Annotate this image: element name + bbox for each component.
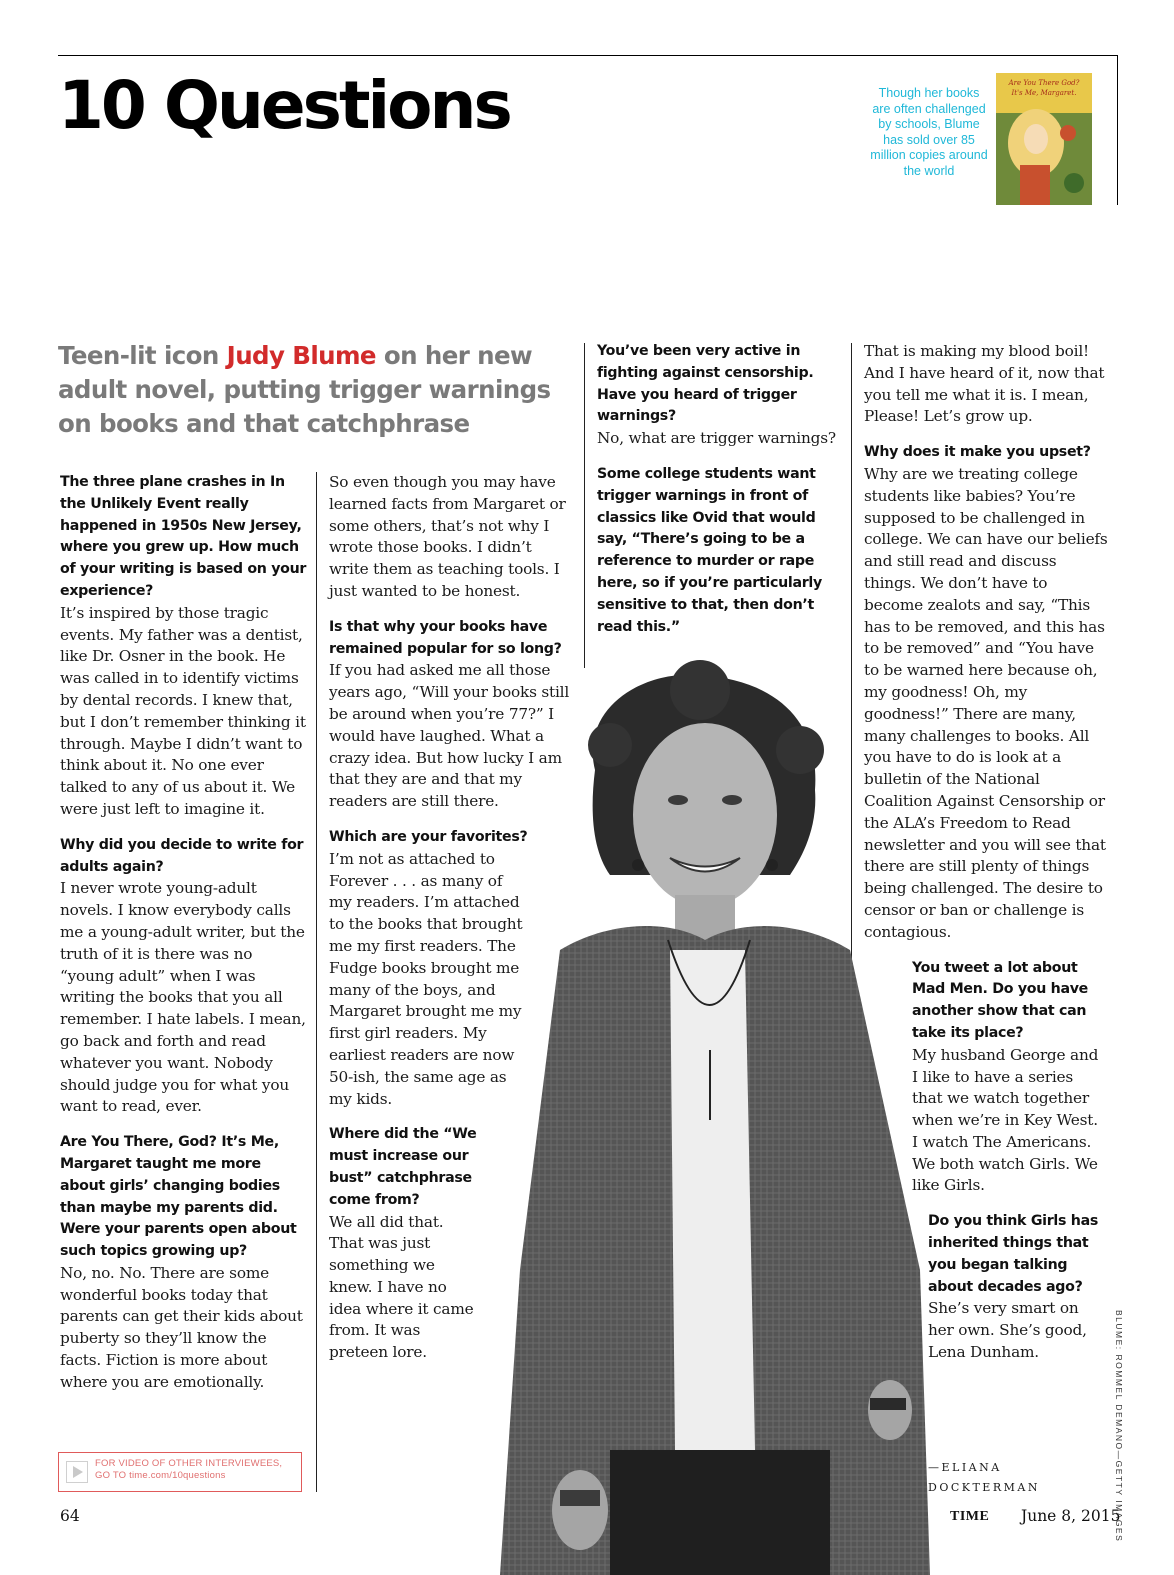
question-1: The three plane crashes in In the Unlikely Event really happened in 1950s New Jersey, where you grew up. How much of your writing is based on your experience? xyxy=(60,474,307,599)
column-3 xyxy=(597,341,842,652)
deck-name-highlight: Judy Blume xyxy=(226,341,376,370)
answer-6: We all did that. That was just something we knew. I have no idea where it came from. It was preteen lore. xyxy=(329,1212,474,1362)
answer-10: My husband George and I like to have a series that we watch together when we’re in Key West. I watch The Americans. We both watch Girls. We like Girls. xyxy=(912,1045,1099,1195)
byline-line-1: —ELIANA xyxy=(928,1461,1002,1474)
magazine-name: TIME xyxy=(950,1509,990,1524)
question-2: Why did you decide to write for adults again? xyxy=(60,836,304,875)
book-caption: Though her books are often challenged by schools, Blume has sold over 85 million copies around the world xyxy=(870,86,988,178)
column-divider-1 xyxy=(316,472,317,1492)
question-11: Do you think Girls has inherited things that you began talking about decades ago? xyxy=(928,1213,1098,1295)
answer-11: She’s very smart on her own. She’s good, Lena Dunham. xyxy=(928,1299,1087,1362)
byline xyxy=(928,1458,1040,1498)
top-rule xyxy=(58,55,1118,56)
video-promo-box[interactable] xyxy=(58,1452,302,1492)
photo-credit: BLUME: ROMMEL DEMANO—GETTY IMAGES xyxy=(1114,1310,1124,1543)
answer-9: Why are we treating college students like babies? You’re supposed to be challenged in college. We can have our beliefs and still read and discuss things. We don’t have to become zealots and say, “This has to be removed, and this has to be removed” and “You have to be warned here because oh, my goodness! Oh, my goodness!” There are many, many challenges to books. All you have to do is look at a bulletin of the National Coalition Against Censorship or the ALA’s Freedom to Read newsletter and you will see that there are still plenty of things being challenged. The desire to censor or ban or challenge is contagious. xyxy=(864,464,1108,941)
question-6: Where did the “We must increase our bust” catchphrase come from? xyxy=(329,1126,477,1208)
promo-line-2: GO TO time.com/10questions xyxy=(95,1470,226,1481)
answer-1: It’s inspired by those tragic events. My father was a dentist, like Dr. Osner in the book. He was called in to identify victims by dental records. I knew that, but I don’t remember thinking it through. Maybe I didn’t want to think about it. No one ever talked to any of us about it. We were just left to imagine it. xyxy=(60,603,306,818)
answer-3: No, no. No. There are some wonderful books today that parents can get their kids about puberty so they’ll know the facts. Fiction is more about where you are emotionally. xyxy=(60,1263,303,1391)
question-5: Which are your favorites? xyxy=(329,828,528,845)
page-title: 10 Questions xyxy=(58,67,510,144)
question-9: Why does it make you upset? xyxy=(864,444,1091,461)
svg-text:Are You There God?: Are You There God? xyxy=(1008,79,1080,87)
question-10: You tweet a lot about Mad Men. Do you have another show that can take its place? xyxy=(912,959,1088,1041)
svg-text:It's Me, Margaret.: It's Me, Margaret. xyxy=(1011,89,1077,97)
play-icon[interactable] xyxy=(66,1461,88,1483)
column-divider-2 xyxy=(584,343,585,668)
promo-line-1: FOR VIDEO OF OTHER INTERVIEWEES, xyxy=(95,1458,283,1469)
page-number: 64 xyxy=(60,1507,80,1525)
answer-4: If you had asked me all those years ago, “Will your books still be around when you’re 77?” I would have laughed. What a crazy idea. But how lucky I am that they are and that my readers are still there. xyxy=(329,661,570,811)
column-4 xyxy=(864,341,1110,1378)
header-right-rule xyxy=(1117,55,1118,205)
deck-text-before: Teen-lit icon xyxy=(58,341,227,370)
answer-8: That is making my blood boil! And I have heard of it, now that you tell me what it is. I mean, Please! Let’s grow up. xyxy=(864,342,1105,426)
deck-text-after: on her new adult novel, putting trigger warnings on books and that catchphrase xyxy=(58,341,551,438)
issue-date: June 8, 2015 xyxy=(1021,1507,1121,1525)
question-7: You’ve been very active in fighting against censorship. Have you heard of trigger warnings? xyxy=(597,343,814,425)
answer-3-continued: So even though you may have learned facts from Margaret or some others, that’s not why I wrote those books. I didn’t write them as teaching tools. I just wanted to be honest. xyxy=(329,473,566,600)
book-cover-image xyxy=(996,73,1092,205)
answer-7: No, what are trigger warnings? xyxy=(597,429,836,448)
answer-5: I’m not as attached to Forever . . . as many of my readers. I’m attached to the books that brought me my first readers. The Fudge books brought me many of the boys, and Margaret brought me my first girl readers. My earliest readers are now 50-ish, the same age as my kids. xyxy=(329,849,523,1108)
answer-2: I never wrote young-adult novels. I know everybody calls me a young-adult writer, but the truth of it is there was no “young adult” when I was writing the books that you all remember. I hate labels. I mean, go back and forth and read whatever you want. Nobody should judge you for what you want to read, ever. xyxy=(60,879,306,1116)
question-3: Are You There, God? It’s Me, Margaret taught me more about girls’ changing bodies than maybe my parents did. Were your parents open about such topics growing up? xyxy=(60,1134,297,1260)
question-8: Some college students want trigger warnings in front of classics like Ovid that would say, “There’s going to be a reference to murder or rape here, so if you’re particularly sensitive to that, then don’t read this.” xyxy=(597,465,822,635)
deck-subtitle xyxy=(58,339,558,441)
column-1 xyxy=(60,472,308,1408)
promo-text xyxy=(95,1458,282,1482)
question-4: Is that why your books have remained popular for so long? xyxy=(329,618,562,657)
byline-line-2: DOCKTERMAN xyxy=(928,1481,1040,1494)
